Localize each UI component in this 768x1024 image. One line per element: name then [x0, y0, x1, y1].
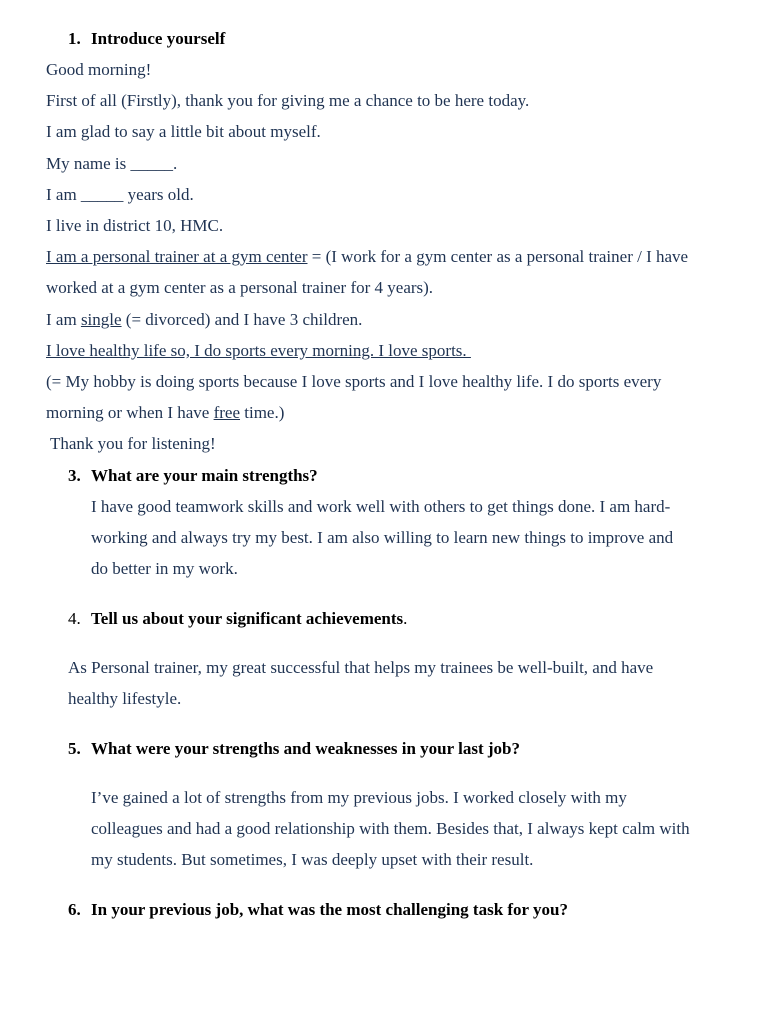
free-word: free — [213, 403, 241, 422]
closing-line: Thank you for listening! — [46, 434, 216, 453]
q3-number: 3. — [68, 466, 81, 485]
single-prefix: I am — [46, 310, 81, 329]
hobby-underlined-text: I love healthy life so, I do sports every morning. I love sports. — [46, 341, 471, 360]
q3-answer-line: working and always try my best. I am also willing to learn new things to improve and — [91, 528, 674, 547]
hobby-cont-line — [46, 403, 284, 423]
hobby-cont-prefix: morning or when I have — [46, 403, 214, 422]
job-line — [46, 247, 688, 267]
q3-heading — [68, 466, 318, 486]
live-line: I live in district 10, HMC. — [46, 216, 224, 235]
q3-answer-line: do better in my work. — [91, 559, 238, 578]
q6-number: 6. — [68, 900, 81, 919]
single-line — [46, 310, 362, 330]
job-rest-text: = (I work for a gym center as a personal trainer / I have — [307, 247, 689, 266]
q1-title: Introduce yourself — [91, 29, 226, 48]
hobby-explain-line: (= My hobby is doing sports because I love sports and I love healthy life. I do sports every — [46, 372, 662, 391]
q5-answer-line: my students. But sometimes, I was deeply upset with their result. — [91, 850, 534, 869]
hobby-line — [46, 341, 471, 361]
q5-heading — [68, 739, 520, 759]
q1-number: 1. — [68, 29, 81, 48]
glad-line: I am glad to say a little bit about myself. — [46, 122, 321, 141]
thanks-line: First of all (Firstly), thank you for giving me a chance to be here today. — [46, 91, 530, 110]
job-underlined-text: I am a personal trainer at a gym center — [46, 247, 308, 266]
q5-answer-line: colleagues and had a good relationship with them. Besides that, I always kept calm with — [91, 819, 690, 838]
q4-title-end: . — [403, 609, 408, 628]
hobby-cont-rest: time.) — [240, 403, 285, 422]
single-word: single — [80, 310, 122, 329]
q5-number: 5. — [68, 739, 81, 758]
age-line: I am _____ years old. — [46, 185, 194, 204]
q1-heading — [68, 29, 225, 49]
q3-answer-line: I have good teamwork skills and work well with others to get things done. I am hard- — [91, 497, 671, 516]
q5-answer-line: I’ve gained a lot of strengths from my previous jobs. I worked closely with my — [91, 788, 627, 807]
q3-title: What are your main strengths? — [91, 466, 318, 485]
q6-heading — [68, 900, 568, 920]
name-line: My name is _____. — [46, 154, 178, 173]
single-rest: (= divorced) and I have 3 children. — [121, 310, 363, 329]
greeting-line: Good morning! — [46, 60, 152, 79]
job-cont-line: worked at a gym center as a personal trainer for 4 years). — [46, 278, 434, 297]
q6-title: In your previous job, what was the most challenging task for you? — [91, 900, 569, 919]
q4-title: Tell us about your significant achievements — [91, 609, 404, 628]
q4-answer-line: As Personal trainer, my great successful that helps my trainees be well-built, and have — [68, 658, 654, 677]
q4-answer-line: healthy lifestyle. — [68, 689, 182, 708]
q5-title: What were your strengths and weaknesses in your last job? — [91, 739, 520, 758]
q4-number: 4. — [68, 609, 81, 628]
q4-heading — [68, 609, 407, 629]
